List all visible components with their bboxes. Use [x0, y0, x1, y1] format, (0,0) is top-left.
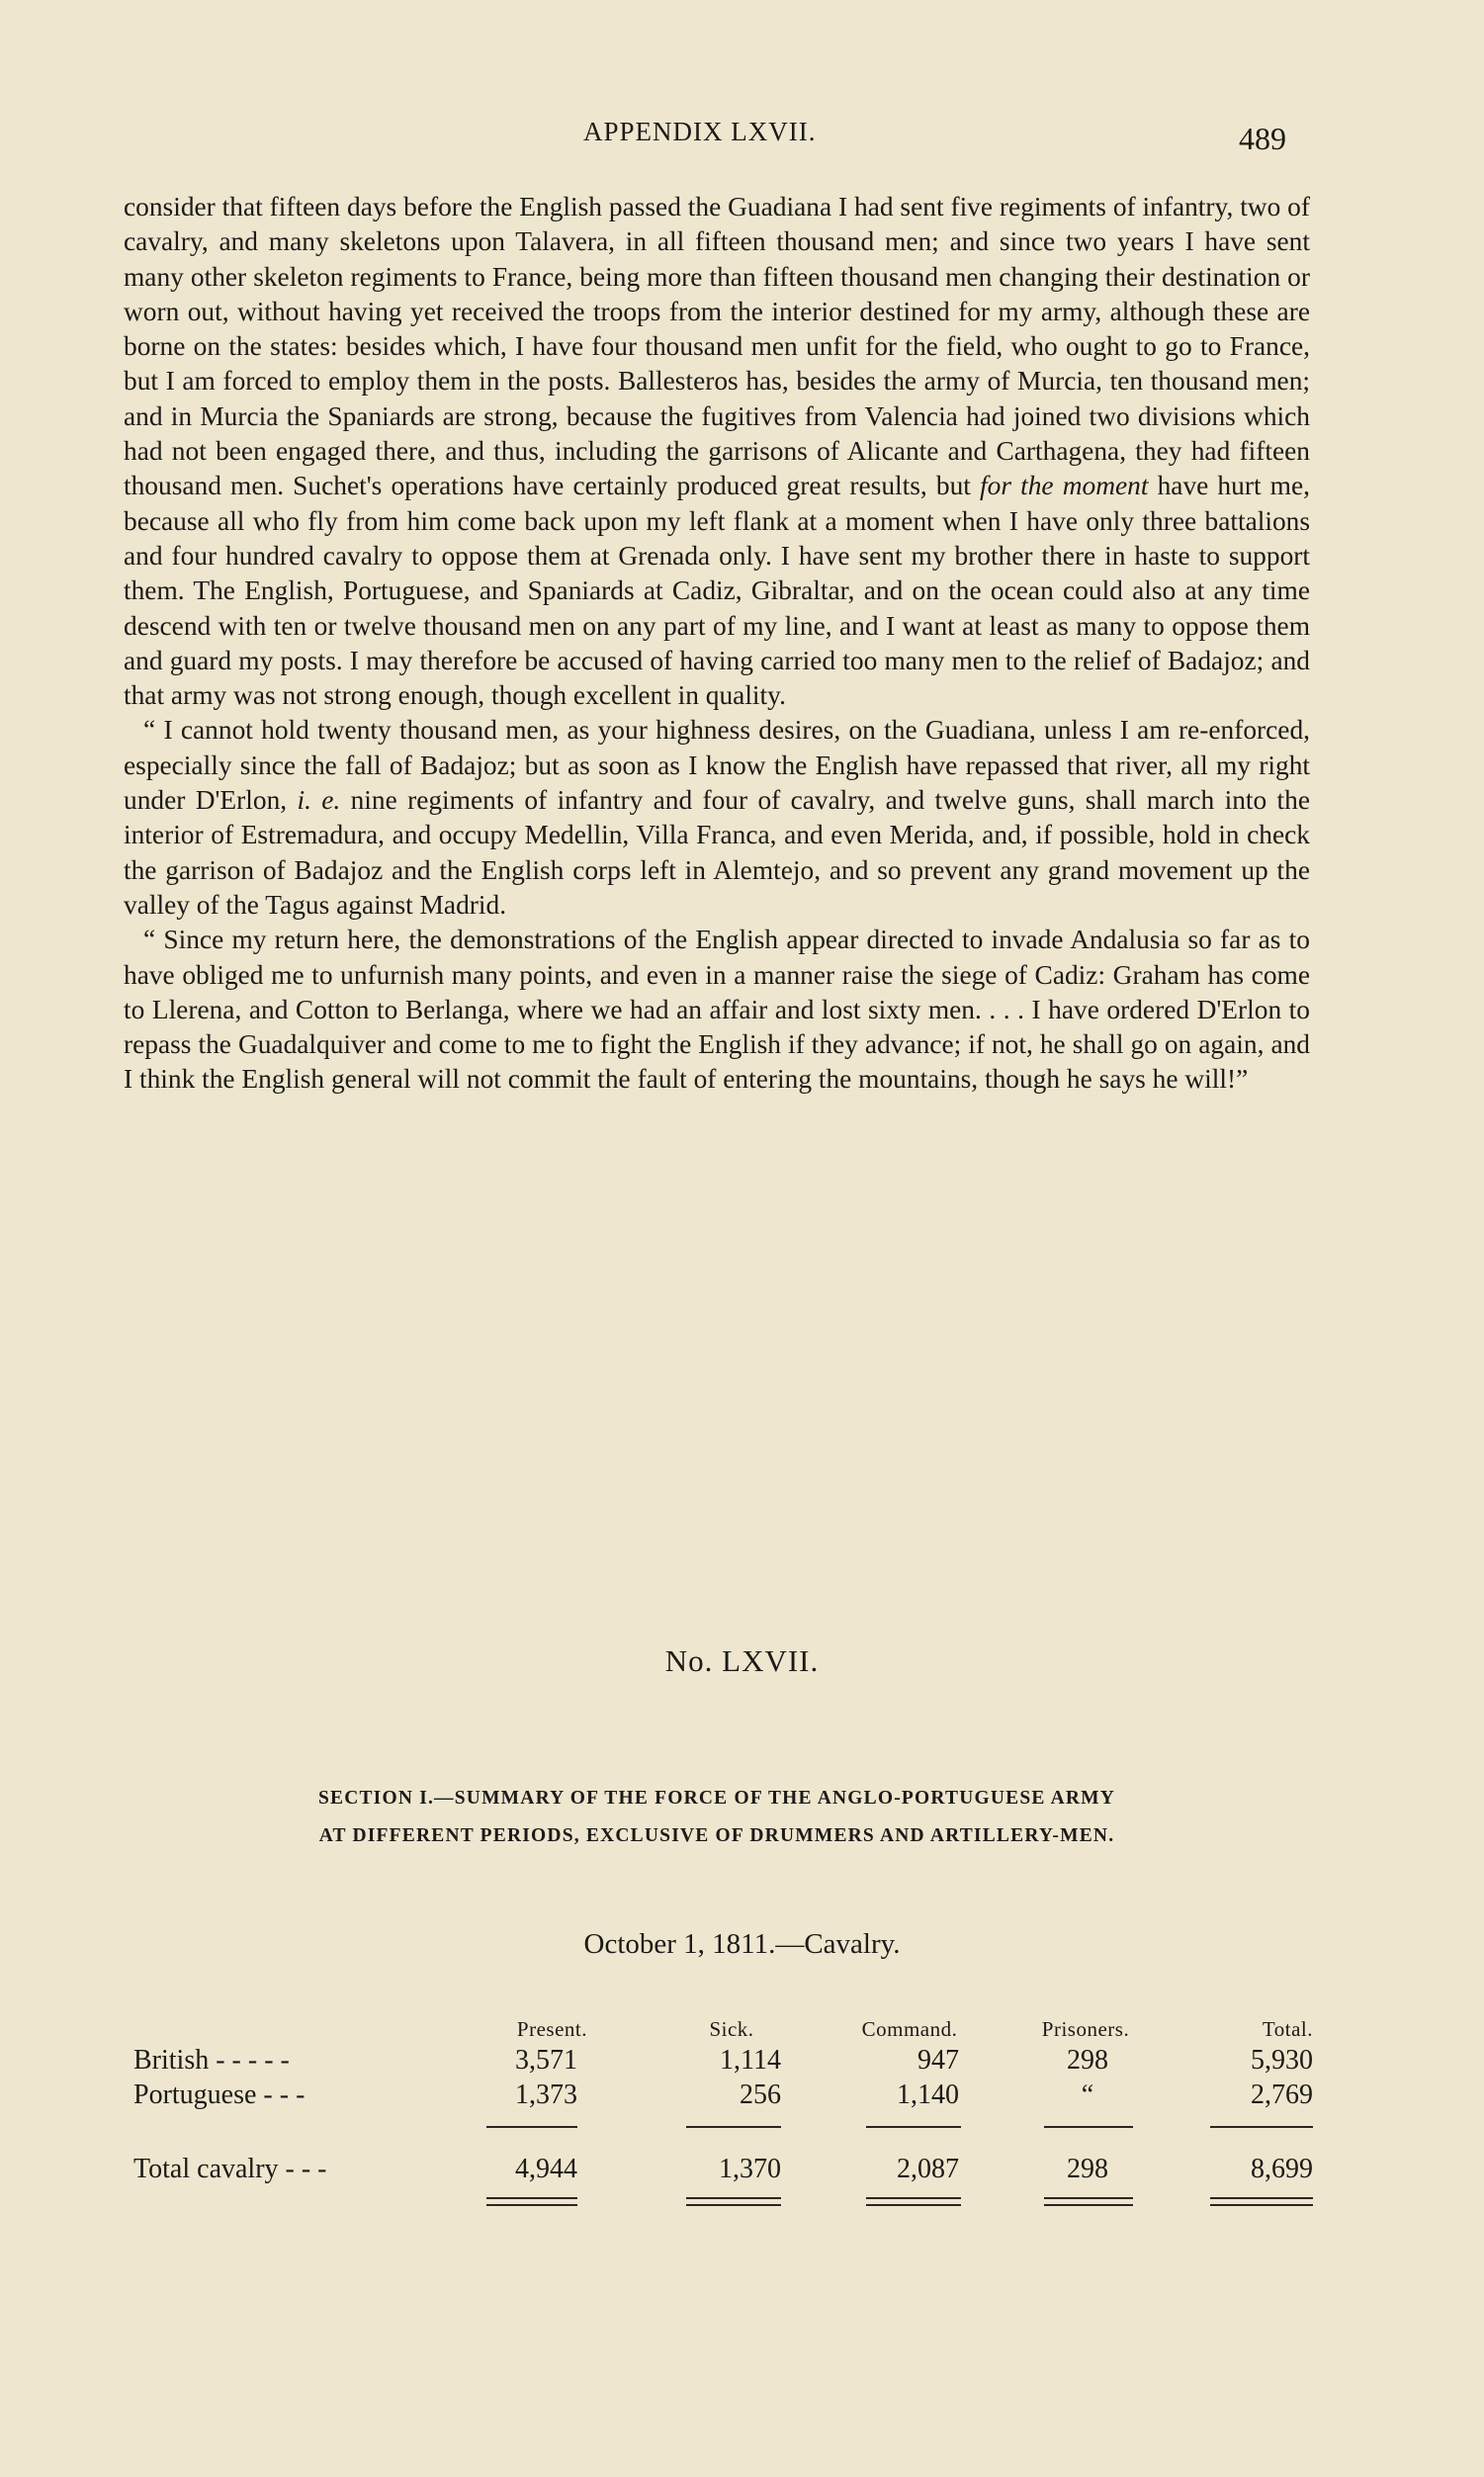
total-command: 2,087 [897, 2154, 959, 2184]
paragraph-1: consider that fifteen days before the English passed the Guadiana I had sent five regiments of infantry, two of cavalry, and many skeletons upon Talavera, in all fifteen thousand men; and since two years I have sent many other skeleton regiments to France, being more than fifteen thousand men changing their destination or worn out, without having yet received the troops from the interior destined for my army, although these are borne on the states: besides which, I have four thousand men unfit for the field, who ought to go to France, but I am forced to employ them in the posts. Ballesteros has, besides the army of Murcia, ten thousand men; and in Murcia the Spaniards are strong, because the fugitives from Valencia had joined two divisions which had not been engaged there, and thus, including the garrisons of Alicante and Carthagena, they had fifteen thousand men. Suchet's operations have certainly produced great results, but for the moment have hurt me, because all who fly from him come back upon my left flank at a moment when I have only three battalions and four hundred cavalry to oppose them at Grenada only. I have sent my brother there in haste to support them. The English, Portuguese, and Spaniards at Cadiz, Gibraltar, and on the ocean could also at any time descend with ten or twelve thousand men on any part of my line, and I want at least as many to oppose them and guard my posts. I may therefore be accused of having carried too many men to the relief of Badajoz; and that army was not strong enough, though excellent in quality. [124, 192, 1310, 711]
italic-phrase: for the moment [980, 471, 1149, 501]
total-total: 8,699 [1251, 2154, 1313, 2184]
paragraph-2: “ I cannot hold twenty thousand men, as your highness desires, on the Guadiana, unless I am re-enforced, especially since the fall of Badajoz; but as soon as I know the English have repassed that river, all my right under D'Erlon, i. e. nine regiments of infantry and four of cavalry, and twelve guns, shall march into the interior of Estremadura, and occupy Medellin, Villa Franca, and even Merida, and, if possible, hold in check the garrison of Badajoz and the English corps left in Alemtejo, and so prevent any grand movement up the valley of the Tagus against Madrid. [124, 715, 1310, 920]
column-header-present: Present. [516, 2017, 587, 2041]
portuguese-present: 1,373 [515, 2079, 577, 2110]
double-rule-sick [686, 2197, 781, 2199]
double-rule-command [866, 2197, 961, 2199]
sum-rule-prisoners [1044, 2126, 1133, 2128]
british-sick: 1,114 [720, 2045, 781, 2076]
page-number: 489 [1239, 121, 1286, 156]
british-prisoners: 298 [1067, 2045, 1108, 2076]
double-rule-command-2 [866, 2204, 961, 2206]
double-rule-present [486, 2197, 577, 2199]
appendix-number-heading: No. LXVII. [664, 1643, 820, 1678]
total-sick: 1,370 [719, 2154, 781, 2184]
british-total: 5,930 [1251, 2045, 1313, 2076]
double-rule-prisoners [1044, 2197, 1133, 2199]
italic-abbreviation: i. e. [297, 785, 341, 816]
column-header-sick: Sick. [709, 2017, 754, 2041]
portuguese-prisoners: “ [1081, 2079, 1094, 2110]
row-label-british: British - - - - - [133, 2045, 290, 2076]
total-present: 4,944 [515, 2154, 577, 2184]
row-label-portuguese: Portuguese - - - [133, 2079, 306, 2110]
section-title-line-1: SECTION I.—SUMMARY OF THE FORCE OF THE ANGLO-PORTUGUESE ARMY [317, 1788, 1116, 1809]
british-present: 3,571 [515, 2045, 577, 2076]
sum-rule-total [1210, 2126, 1313, 2128]
paragraph-3: “ Since my return here, the demonstrations of the English appear directed to invade Andalusia so far as to have obliged me to unfurnish many points, and even in a manner raise the siege of Cadiz: Graham has come to Llerena, and Cotton to Berlanga, where we had an affair and lost sixty men. . . . I have ordered D'Erlon to repass the Guadalquiver and come to me to fight the English if they advance; if not, he shall go on again, and I think the English general will not commit the fault of entering the mountains, though he says he will!” [124, 925, 1310, 1095]
table-heading: October 1, 1811.—Cavalry. [583, 1928, 901, 1960]
portuguese-sick: 256 [740, 2079, 781, 2110]
sum-rule-present [486, 2126, 577, 2128]
double-rule-prisoners-2 [1044, 2204, 1133, 2206]
double-rule-total [1210, 2197, 1313, 2199]
column-header-prisoners: Prisoners. [1041, 2017, 1130, 2041]
sum-rule-sick [686, 2126, 781, 2128]
british-command: 947 [917, 2045, 959, 2076]
portuguese-command: 1,140 [897, 2079, 959, 2110]
double-rule-total-2 [1210, 2204, 1313, 2206]
row-label-total-cavalry: Total cavalry - - - [133, 2154, 327, 2184]
double-rule-present-2 [486, 2204, 577, 2206]
section-title-line-2: AT DIFFERENT PERIODS, EXCLUSIVE OF DRUMMERS AND ARTILLERY-MEN. [318, 1825, 1115, 1846]
column-header-command: Command. [861, 2017, 958, 2041]
double-rule-sick-2 [686, 2204, 781, 2206]
running-title: APPENDIX LXVII. [583, 117, 817, 146]
total-prisoners: 298 [1067, 2154, 1108, 2184]
sum-rule-command [866, 2126, 961, 2128]
portuguese-total: 2,769 [1251, 2079, 1313, 2110]
column-header-total: Total. [1262, 2017, 1313, 2041]
